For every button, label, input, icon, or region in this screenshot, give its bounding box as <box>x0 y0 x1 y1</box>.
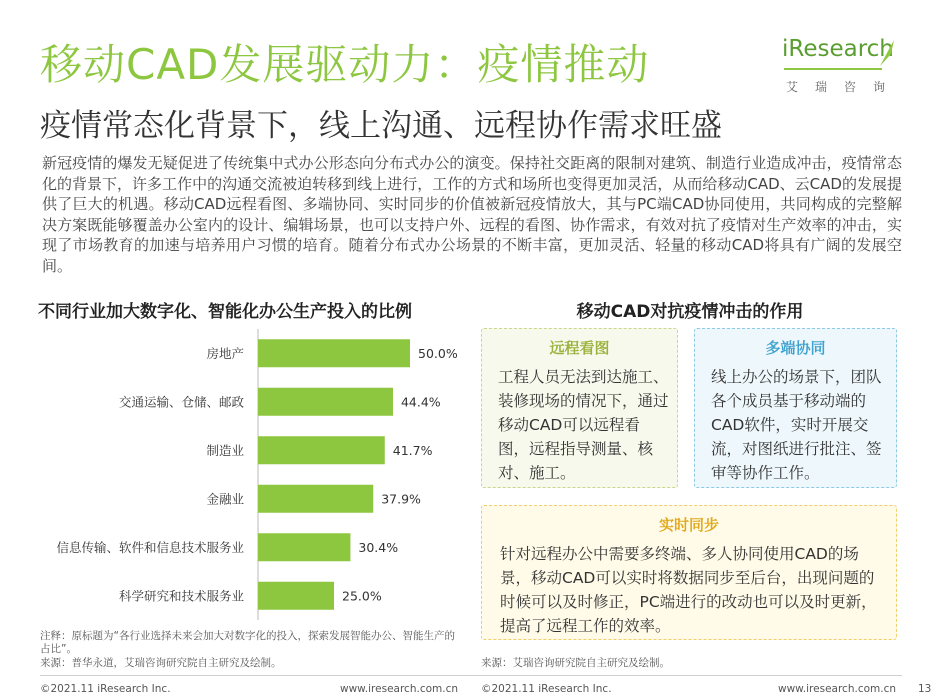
bar <box>258 388 393 416</box>
bar <box>258 436 385 464</box>
bar <box>258 533 350 561</box>
data-label: 44.4% <box>400 394 441 410</box>
footer-url-left: www.iresearch.com.cn <box>340 683 459 695</box>
chart-source: 来源：普华永道，艾瑞咨询研究院自主研究及绘制。 <box>40 657 282 669</box>
category-label: 交通运输、仓储、邮政 <box>118 394 244 410</box>
data-label: 30.4% <box>358 539 399 555</box>
page-number: 13 <box>918 683 932 695</box>
bar <box>258 582 334 610</box>
footer-divider <box>40 675 902 676</box>
card-heading: 远程看图 <box>549 339 610 357</box>
footer-copyright-right: ©2021.11 iResearch Inc. <box>481 683 612 695</box>
category-label: 信息传输、软件和信息技术服务业 <box>56 539 244 555</box>
logo-chinese-name: 艾瑞咨询 <box>786 80 903 94</box>
panel-source: 来源：艾瑞咨询研究院自主研究及绘制。 <box>481 657 670 669</box>
logo-swoosh-icon <box>878 38 896 68</box>
category-label: 房地产 <box>206 345 244 361</box>
card-realtime-sync <box>481 505 897 640</box>
card-text: 工程人员无法到达施工、装修现场的情况下，通过移动CAD可以远程看图，远程指导测量、核对、施工。 <box>498 368 669 482</box>
logo-wordmark: iResearch <box>782 36 894 62</box>
card-multi-device <box>694 328 897 488</box>
page-subtitle: 疫情常态化背景下，线上沟通、远程协作需求旺盛 <box>40 108 722 144</box>
chart-title: 不同行业加大数字化、智能化办公生产投入的比例 <box>38 302 412 322</box>
category-label: 制造业 <box>206 442 244 458</box>
footer-copyright-left: ©2021.11 iResearch Inc. <box>40 683 171 695</box>
card-remote-viewing <box>481 328 678 488</box>
data-label: 37.9% <box>381 491 421 507</box>
right-panel-title: 移动CAD对抗疫情冲击的作用 <box>576 302 804 322</box>
card-text: 线上办公的场景下，团队各个成员基于移动端的CAD软件，实时开展交流，对图纸进行批注、签审等协作工作。 <box>711 368 882 482</box>
card-text: 针对远程办公中需要多终端、多人协同使用CAD的场景，移动CAD可以实时将数据同步至后台，出现问题的时候可以及时修正，PC端进行的改动也可以及时更新，提高了远程工作的效率。 <box>500 545 877 635</box>
chart-note: 注释：原标题为“各行业选择未来会加大对数字化的投入，探索发展智能办公、智能生产的占比”。 <box>40 630 455 655</box>
footer-url-right: www.iresearch.com.cn <box>778 683 897 695</box>
intro-paragraph: 新冠疫情的爆发无疑促进了传统集中式办公形态向分布式办公的演变。保持社交距离的限制对建筑、制造行业造成冲击，疫情常态化的背景下，许多工作中的沟通交流被迫转移到线上进行，工作的方式和场所也变得更加灵活，从而给移动CAD、云CAD的发展提供了巨大的机遇。移动CAD远程看图、多端协同、实时同步的价值被新冠疫情放大，其与PC端CAD协同使用，共同构成的完整解决方案既能够覆盖办公室内的设计、编辑场景，也可以支持户外、远程的看图、协作需求，有效对抗了疫情对生产效率的冲击，实现了市场教育的加速与培养用户习惯的培育。随着分布式办公场景的不断丰富，更加灵活、轻量的移动CAD将具有广阔的发展空间。 <box>42 154 902 275</box>
bar <box>258 485 373 513</box>
category-label: 科学研究和技术服务业 <box>118 588 244 604</box>
data-label: 41.7% <box>392 442 433 458</box>
data-label: 25.0% <box>342 588 382 604</box>
bar <box>258 339 410 367</box>
category-label: 金融业 <box>206 491 244 507</box>
card-heading: 实时同步 <box>658 516 719 534</box>
bar-chart <box>0 325 470 625</box>
logo-underline <box>784 68 882 70</box>
data-label: 50.0% <box>418 345 458 361</box>
card-heading: 多端协同 <box>765 339 826 357</box>
iresearch-logo <box>782 36 902 96</box>
page-title: 移动CAD发展驱动力：疫情推动 <box>40 40 650 89</box>
